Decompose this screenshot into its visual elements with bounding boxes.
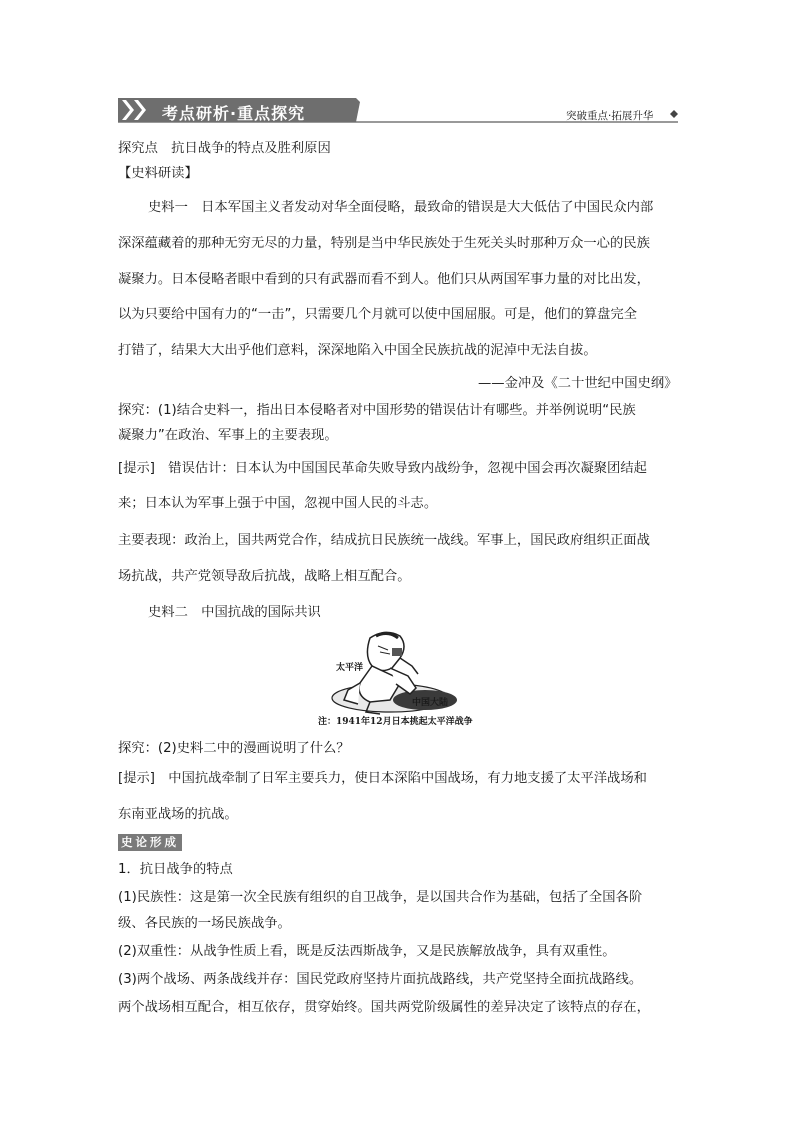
source1-line: 以为只要给中国有力的“一击”，只需要几个月就可以使中国屈服。可是，他们的算盘完全 — [118, 307, 638, 322]
reading-heading: 【史料研读】 — [118, 166, 198, 181]
source1-citation: ——金冲及《二十世纪中国史纲》 — [478, 376, 678, 391]
source1-line: 深深蕴藏着的那种无穷无尽的力量，特别是当中华民族处于生死关头时那种万众一心的民族 — [118, 236, 650, 251]
banner-subtitle: 突破重点·拓展升华 — [566, 110, 654, 122]
points-line: (2)双重性：从战争性质上看，既是反法西斯战争，又是民族解放战争，具有双重性。 — [118, 944, 616, 959]
hint-2-line: 东南亚战场的抗战。 — [118, 807, 238, 822]
hint-2-line: [提示] 中国抗战牵制了日军主要兵力，使日本深陷中国战场，有力地支援了太平洋战场和 — [118, 771, 647, 786]
cartoon-label-mainland: 中国大陆 — [412, 698, 449, 708]
points-heading: 1．抗日战争的特点 — [118, 862, 233, 877]
points-line: (1)民族性：这是第一次全民族有组织的自卫战争，是以国共合作为基础，包括了全国各阶 — [118, 890, 643, 905]
source1-line: 史料一 日本军国主义者发动对华全面侵略，最致命的错误是大大低估了中国民众内部 — [148, 200, 654, 215]
hint-1-line: [提示] 错误估计：日本认为中国国民革命失败导致内战纷争，忽视中国会再次凝聚团结起 — [118, 461, 647, 476]
cartoon-label-pacific: 太平洋 — [336, 663, 364, 673]
cartoon-caption: 注：1941年12月日本挑起太平洋战争 — [318, 717, 473, 727]
question-2: 探究：(2)史料二中的漫画说明了什么？ — [118, 741, 350, 756]
points-line: (3)两个战场、两条战线并存：国民党政府坚持片面抗战路线，共产党坚持全面抗战路线。 — [118, 972, 643, 987]
section-tag: 史论形成 — [118, 834, 182, 851]
banner-title: 考点研析·重点探究 — [162, 104, 306, 123]
points-line: 级、各民族的一场民族战争。 — [118, 916, 291, 931]
source2-title: 史料二 中国抗战的国际共识 — [148, 605, 321, 620]
source1-line: 凝聚力。日本侵略者眼中看到的只有武器而看不到人。他们只从两国军事力量的对比出发， — [118, 272, 650, 287]
main-performance-line: 场抗战，共产党领导敌后抗战，战略上相互配合。 — [118, 569, 411, 584]
hint-1-line: 来；日本认为军事上强于中国，忽视中国人民的斗志。 — [118, 496, 438, 511]
points-line: 两个战场相互配合，相互依存，贯穿始终。国共两党阶级属性的差异决定了该特点的存在， — [118, 1000, 650, 1015]
section-title: 探究点 抗日战争的特点及胜利原因 — [118, 141, 331, 156]
main-performance-line: 主要表现：政治上，国共两党合作，结成抗日民族统一战线。军事上，国民政府组织正面战 — [118, 533, 650, 548]
question-1-line: 探究：(1)结合史料一，指出日本侵略者对中国形势的错误估计有哪些。并举例说明“民族 — [118, 403, 636, 418]
question-1-line: 凝聚力”在政治、军事上的主要表现。 — [118, 428, 338, 443]
source1-line: 打错了，结果大大出乎他们意料，深深地陷入中国全民族抗战的泥淖中无法自拔。 — [118, 343, 597, 358]
